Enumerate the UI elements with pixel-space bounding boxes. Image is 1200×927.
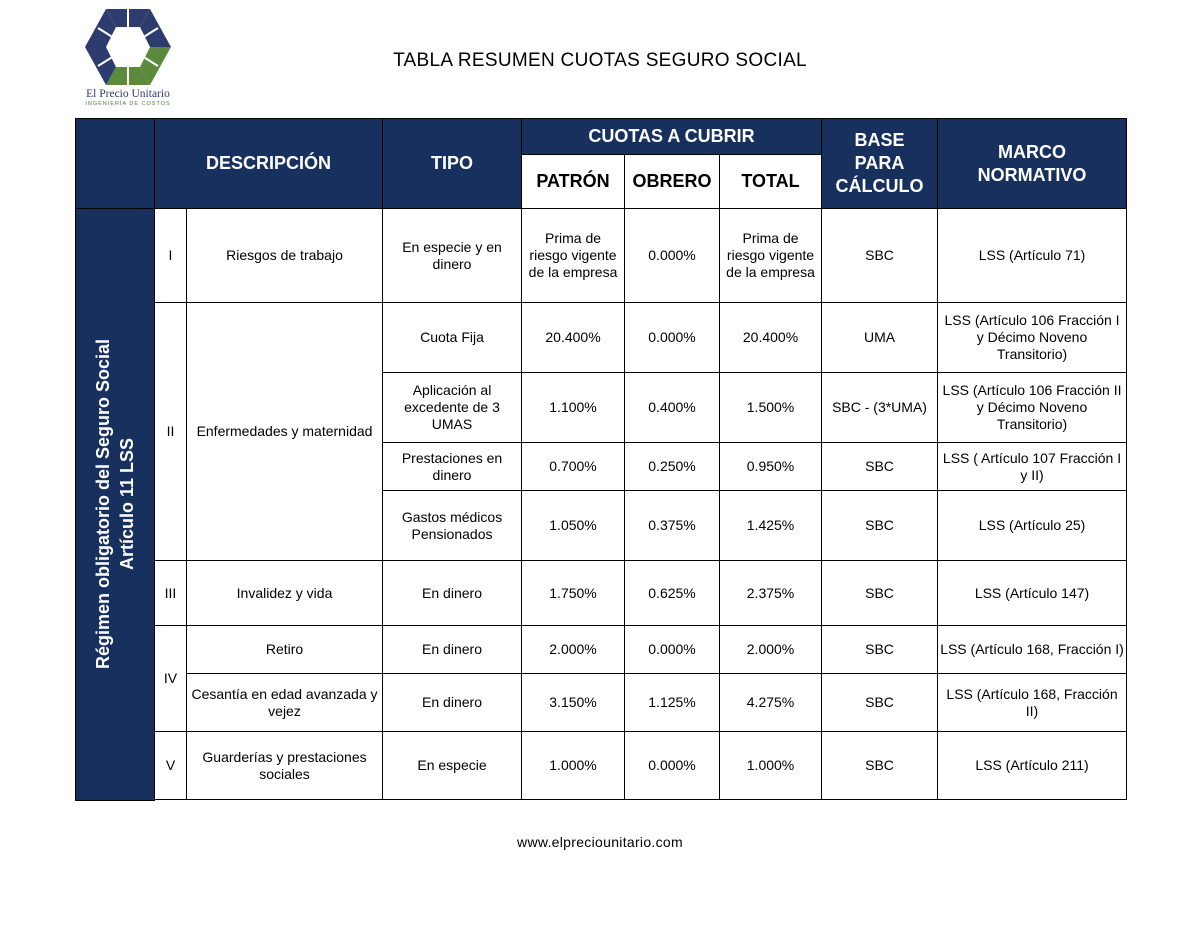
branch-number: II <box>155 303 187 561</box>
patron-cell: 0.700% <box>522 443 625 491</box>
base-cell: SBC - (3*UMA) <box>822 373 938 443</box>
patron-cell: Prima de riesgo vigente de la empresa <box>522 209 625 303</box>
header-base-line2: PARA <box>854 153 905 173</box>
base-cell: SBC <box>822 209 938 303</box>
side-label-line1: Régimen obligatorio del Seguro Social <box>93 339 113 670</box>
obrero-cell: 0.000% <box>625 732 720 800</box>
branch-number: I <box>155 209 187 303</box>
patron-cell: 1.100% <box>522 373 625 443</box>
tipo-cell: Cuota Fija <box>383 303 522 373</box>
side-label-line2: Artículo 11 LSS <box>117 438 137 571</box>
tipo-cell: En dinero <box>383 561 522 626</box>
header-marco-line2: NORMATIVO <box>977 164 1087 185</box>
descripcion-cell: Riesgos de trabajo <box>187 209 383 303</box>
base-cell: SBC <box>822 626 938 674</box>
header-blank <box>76 119 155 209</box>
marco-cell: LSS (Artículo 106 Fracción I y Décimo Noveno Transitorio) <box>938 303 1127 373</box>
branch-number: V <box>155 732 187 800</box>
tipo-cell: Aplicación al excedente de 3 UMAS <box>383 373 522 443</box>
marco-cell: LSS (Artículo 168, Fracción II) <box>938 674 1127 732</box>
patron-cell: 1.050% <box>522 491 625 561</box>
table-row <box>76 303 1127 373</box>
total-cell: 2.375% <box>720 561 822 626</box>
header-obrero: OBRERO <box>625 155 720 209</box>
marco-cell: LSS (Artículo 211) <box>938 732 1127 800</box>
marco-cell: LSS (Artículo 25) <box>938 491 1127 561</box>
header-marco <box>938 119 1127 209</box>
obrero-cell: 0.400% <box>625 373 720 443</box>
total-cell: 1.425% <box>720 491 822 561</box>
footer-url: www.elpreciounitario.com <box>517 834 683 850</box>
header-cuotas: CUOTAS A CUBRIR <box>522 119 822 155</box>
base-cell: SBC <box>822 732 938 800</box>
marco-cell: LSS ( Artículo 107 Fracción I y II) <box>938 443 1127 491</box>
obrero-cell: 0.250% <box>625 443 720 491</box>
logo-tagline: INGENIERÍA DE COSTOS <box>85 101 171 107</box>
table-row <box>76 626 1127 674</box>
total-cell: 4.275% <box>720 674 822 732</box>
tipo-cell: En especie <box>383 732 522 800</box>
total-cell: 2.000% <box>720 626 822 674</box>
patron-cell: 2.000% <box>522 626 625 674</box>
hexagon-ring-logo-icon <box>84 8 172 86</box>
header-marco-line1: MARCO <box>998 141 1067 162</box>
base-cell: SBC <box>822 561 938 626</box>
table-row <box>76 209 1127 303</box>
marco-cell: LSS (Artículo 147) <box>938 561 1127 626</box>
descripcion-cell: Invalidez y vida <box>187 561 383 626</box>
obrero-cell: 0.625% <box>625 561 720 626</box>
patron-cell: 1.750% <box>522 561 625 626</box>
descripcion-cell: Retiro <box>187 626 383 674</box>
patron-cell: 1.000% <box>522 732 625 800</box>
patron-cell: 3.150% <box>522 674 625 732</box>
header-total: TOTAL <box>720 155 822 209</box>
total-cell: Prima de riesgo vigente de la empresa <box>720 209 822 303</box>
base-cell: UMA <box>822 303 938 373</box>
header-base <box>822 119 938 209</box>
header-base-line3: CÁLCULO <box>835 176 924 196</box>
header-base-line1: BASE <box>854 130 905 150</box>
table-row <box>76 674 1127 732</box>
obrero-cell: 0.000% <box>625 209 720 303</box>
base-cell: SBC <box>822 443 938 491</box>
obrero-cell: 1.125% <box>625 674 720 732</box>
tipo-cell: Prestaciones en dinero <box>383 443 522 491</box>
logo-name: El Precio Unitario <box>86 88 170 100</box>
tipo-cell: En dinero <box>383 674 522 732</box>
table-row <box>76 732 1127 800</box>
obrero-cell: 0.000% <box>625 626 720 674</box>
descripcion-cell: Guarderías y prestaciones sociales <box>187 732 383 800</box>
obrero-cell: 0.000% <box>625 303 720 373</box>
total-cell: 0.950% <box>720 443 822 491</box>
branch-number: III <box>155 561 187 626</box>
marco-cell: LSS (Artículo 168, Fracción I) <box>938 626 1127 674</box>
page-title: TABLA RESUMEN CUOTAS SEGURO SOCIAL <box>393 50 807 71</box>
base-cell: SBC <box>822 491 938 561</box>
patron-cell: 20.400% <box>522 303 625 373</box>
side-label <box>76 209 155 801</box>
header-tipo: TIPO <box>383 119 522 209</box>
descripcion-cell: Cesantía en edad avanzada y vejez <box>187 674 383 732</box>
obrero-cell: 0.375% <box>625 491 720 561</box>
descripcion-cell: Enfermedades y maternidad <box>187 303 383 561</box>
header-patron: PATRÓN <box>522 155 625 209</box>
total-cell: 1.500% <box>720 373 822 443</box>
table-row <box>76 561 1127 626</box>
base-cell: SBC <box>822 674 938 732</box>
total-cell: 20.400% <box>720 303 822 373</box>
branch-number: IV <box>155 626 187 732</box>
marco-cell: LSS (Artículo 106 Fracción II y Décimo Noveno Transitorio) <box>938 373 1127 443</box>
total-cell: 1.000% <box>720 732 822 800</box>
header-descripcion: DESCRIPCIÓN <box>155 119 383 209</box>
tipo-cell: Gastos médicos Pensionados <box>383 491 522 561</box>
cuotas-table <box>75 118 1127 801</box>
tipo-cell: En dinero <box>383 626 522 674</box>
marco-cell: LSS (Artículo 71) <box>938 209 1127 303</box>
tipo-cell: En especie y en dinero <box>383 209 522 303</box>
